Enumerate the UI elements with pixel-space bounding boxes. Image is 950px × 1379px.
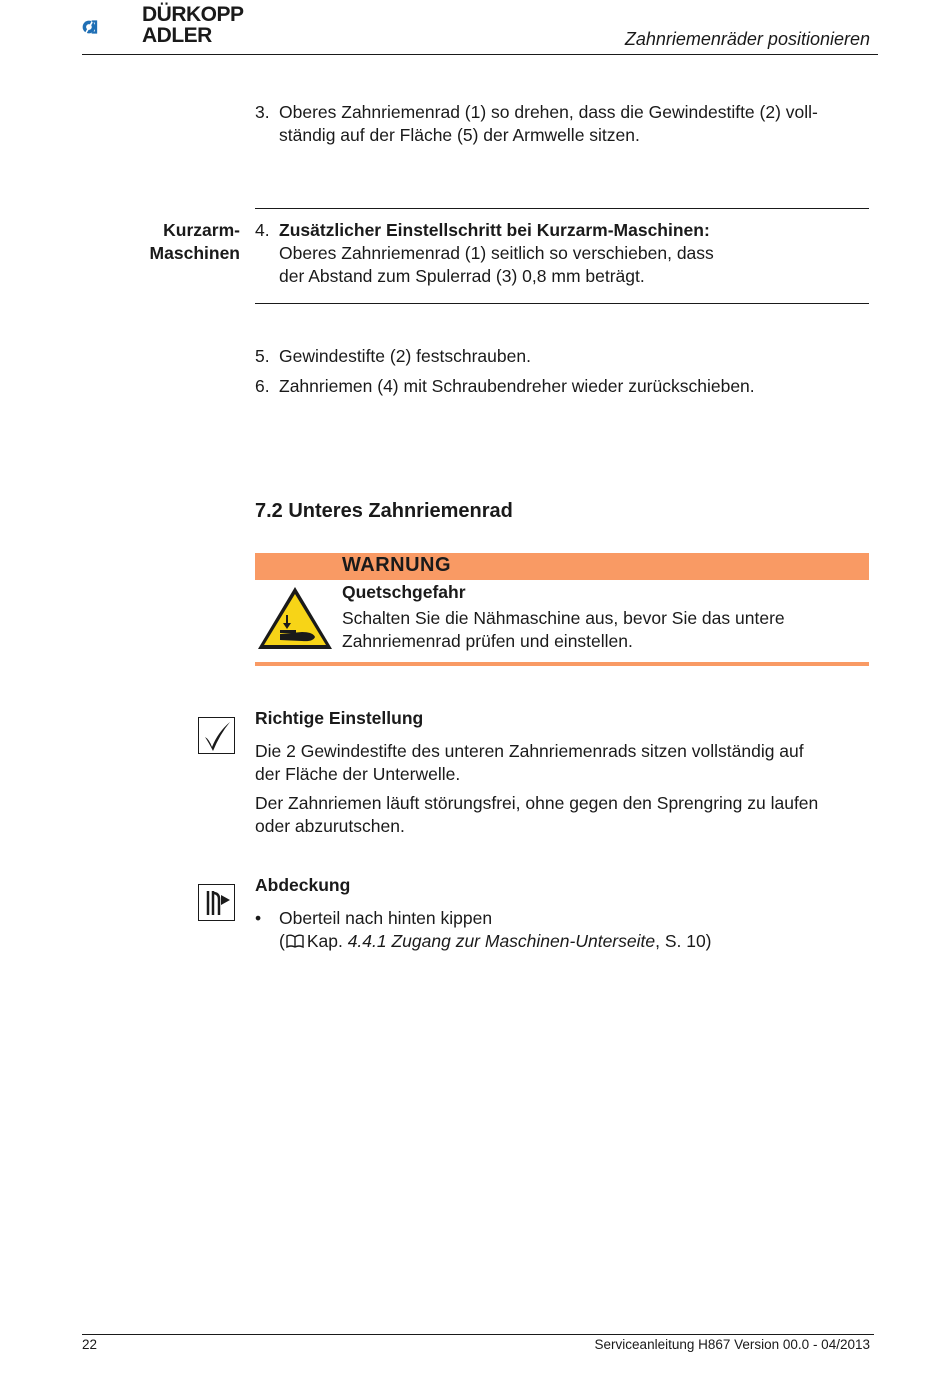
step-5-number: 5. <box>255 346 270 366</box>
correct-setting-heading: Richtige Einstellung <box>255 708 424 728</box>
brand-line-2: ADLER <box>142 24 212 47</box>
side-label-line-2: Maschinen <box>149 243 240 263</box>
ref-chapter-link[interactable]: 4.4.1 Zugang zur Maschinen-Unterseite <box>347 931 656 951</box>
header-divider <box>82 54 878 55</box>
correct-setting-p2-line-1: Der Zahnriemen läuft störungsfrei, ohne gegen den Sprengring zu laufen <box>255 793 819 813</box>
correct-setting-p2-line-2: oder abzurutschen. <box>255 816 405 836</box>
side-label-line-1: Kurzarm- <box>163 220 240 240</box>
step-4-line-1: Oberes Zahnriemenrad (1) seitlich so verschieben, dass <box>279 243 714 263</box>
step-6-text: Zahnriemen (4) mit Schraubendreher wieder zurückschieben. <box>279 376 755 396</box>
step-3-number: 3. <box>255 102 270 122</box>
step-4-number: 4. <box>255 220 270 240</box>
ref-kap: Kap. <box>306 931 343 951</box>
step-4-line-2: der Abstand zum Spulerrad (3) 0,8 mm beträgt. <box>279 266 645 286</box>
step-4-text <box>279 219 714 288</box>
cover-heading: Abdeckung <box>255 875 351 895</box>
step-6-number: 6. <box>255 376 270 396</box>
warning-title: WARNUNG <box>342 554 452 576</box>
section-heading: 7.2 Unteres Zahnriemenrad <box>255 500 513 522</box>
short-arm-side-label <box>100 219 240 265</box>
cover-reference <box>279 930 712 953</box>
short-arm-top-rule <box>255 208 869 209</box>
correct-setting-para-2 <box>255 792 818 838</box>
step-5-text: Gewindestifte (2) festschrauben. <box>279 346 531 366</box>
header-title: Zahnriemenräder positionieren <box>624 29 870 49</box>
brand-line-1: DÜRKOPP <box>142 3 244 26</box>
footer-divider <box>82 1334 874 1335</box>
warning-subtitle: Quetschgefahr <box>342 582 466 602</box>
brand-wordmark <box>142 4 244 46</box>
warning-text <box>342 607 785 653</box>
cover-tilt-icon <box>198 884 235 921</box>
ref-page: , S. 10) <box>655 931 712 951</box>
step-4-heading: Zusätzlicher Einstellschritt bei Kurzarm-Maschinen: <box>279 220 710 240</box>
checkmark-icon <box>198 717 235 754</box>
step-3-text <box>279 101 818 147</box>
correct-setting-p1-line-2: der Fläche der Unterwelle. <box>255 764 461 784</box>
step-3-line-1: Oberes Zahnriemenrad (1) so drehen, dass die Gewindestifte (2) voll- <box>279 102 818 122</box>
ref-open-paren: ( <box>279 931 285 951</box>
book-icon <box>286 934 304 948</box>
correct-setting-para-1 <box>255 740 804 786</box>
page-number: 22 <box>82 1337 98 1352</box>
warning-bottom-bar <box>255 662 869 666</box>
step-3-line-2: ständig auf der Fläche (5) der Armwelle sitzen. <box>279 125 640 145</box>
crush-hazard-icon <box>255 584 335 652</box>
cover-text <box>279 907 712 953</box>
warning-line-1: Schalten Sie die Nähmaschine aus, bevor Sie das untere <box>342 608 785 628</box>
warning-line-2: Zahnriemenrad prüfen und einstellen. <box>342 631 633 651</box>
document-info: Serviceanleitung H867 Version 00.0 - 04/2013 <box>594 1337 870 1352</box>
duerkopp-adler-logo <box>82 4 142 50</box>
cover-bullet: • <box>255 908 262 928</box>
short-arm-bottom-rule <box>255 303 869 304</box>
correct-setting-p1-line-1: Die 2 Gewindestifte des unteren Zahnriemenrads sitzen vollständig auf <box>255 741 804 761</box>
cover-line-1: Oberteil nach hinten kippen <box>279 908 493 928</box>
